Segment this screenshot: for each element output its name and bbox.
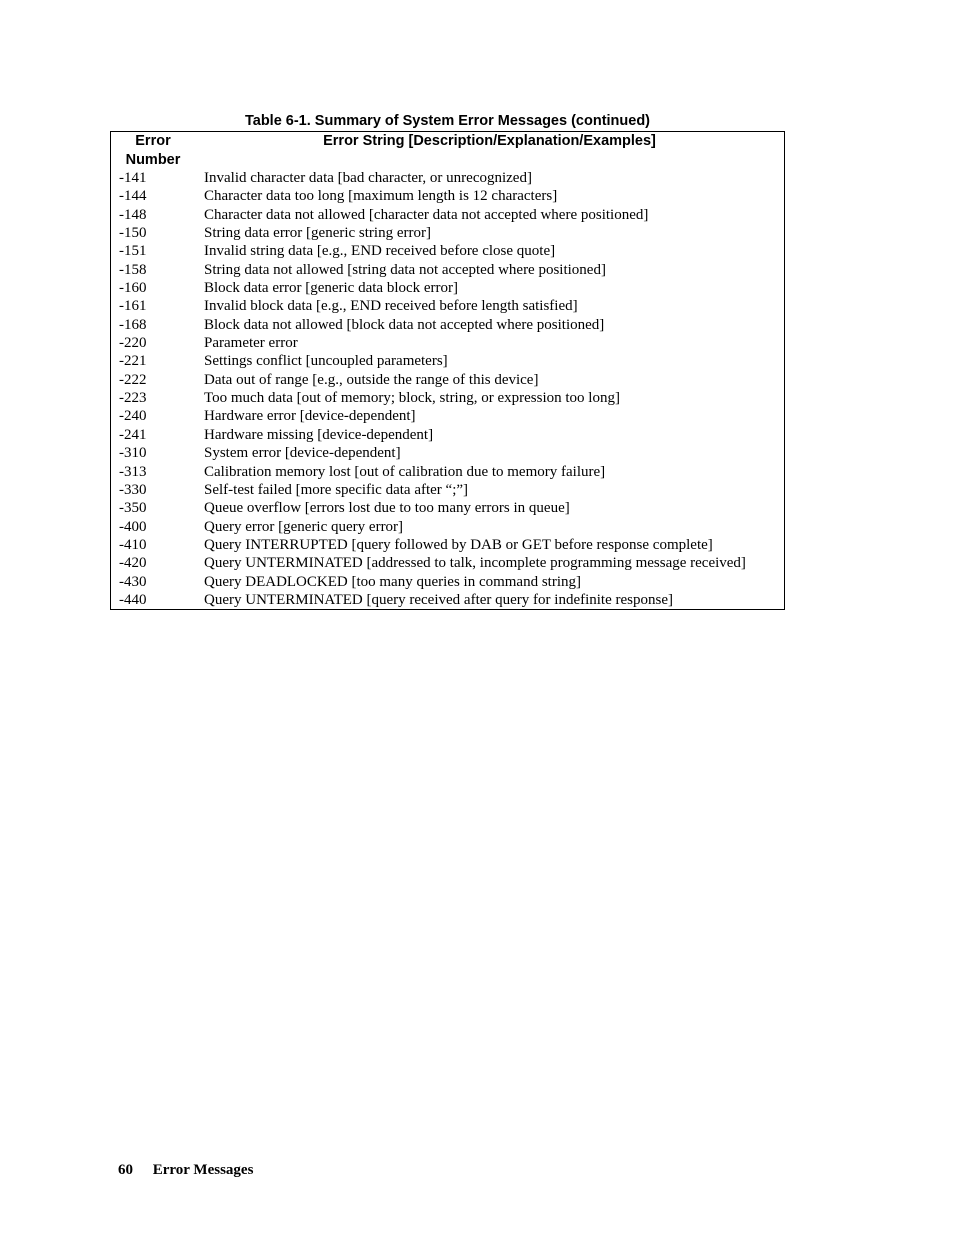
error-number: -350 bbox=[119, 500, 147, 517]
error-number: -240 bbox=[119, 408, 147, 425]
error-string: Query UNTERMINATED [addressed to talk, incomplete programming message received] bbox=[204, 555, 746, 572]
table-row bbox=[111, 187, 784, 205]
table-row bbox=[111, 371, 784, 389]
error-number: -221 bbox=[119, 353, 147, 370]
error-number: -144 bbox=[119, 188, 147, 205]
table-row bbox=[111, 481, 784, 499]
error-string: Parameter error bbox=[204, 335, 298, 352]
table-row bbox=[111, 352, 784, 370]
error-string: Data out of range [e.g., outside the range of this device] bbox=[204, 371, 539, 388]
table-row bbox=[111, 242, 784, 260]
error-string: Calibration memory lost [out of calibration due to memory failure] bbox=[204, 463, 606, 480]
column-header-error-number bbox=[111, 132, 195, 170]
table-row bbox=[111, 426, 784, 444]
error-number: -440 bbox=[119, 591, 147, 608]
error-string: Invalid string data [e.g., END received before close quote] bbox=[204, 243, 556, 260]
table-row bbox=[111, 297, 784, 315]
error-number: -158 bbox=[119, 261, 147, 278]
error-number: -222 bbox=[119, 371, 147, 388]
table-row bbox=[111, 444, 784, 462]
error-string: Query DEADLOCKED [too many queries in command string] bbox=[204, 573, 582, 590]
error-string: Queue overflow [errors lost due to too many errors in queue] bbox=[204, 500, 570, 517]
error-string: String data not allowed [string data not accepted where positioned] bbox=[204, 261, 606, 278]
table-row bbox=[111, 169, 784, 187]
table-row bbox=[111, 206, 784, 224]
table-row bbox=[111, 279, 784, 297]
error-string: System error [device-dependent] bbox=[204, 445, 401, 462]
error-number: -220 bbox=[119, 335, 147, 352]
page-footer bbox=[118, 1161, 253, 1179]
error-string: Invalid block data [e.g., END received before length satisfied] bbox=[204, 298, 578, 315]
table-row bbox=[111, 554, 784, 572]
error-string: Query INTERRUPTED [query followed by DAB or GET before response complete] bbox=[204, 536, 713, 553]
table-row bbox=[111, 389, 784, 407]
error-table bbox=[110, 131, 785, 610]
column-header-error-string: Error String [Description/Explanation/Examples] bbox=[323, 133, 656, 149]
error-number: -160 bbox=[119, 280, 147, 297]
error-number: -150 bbox=[119, 225, 147, 242]
error-number: -161 bbox=[119, 298, 147, 315]
error-number: -148 bbox=[119, 206, 147, 223]
error-string: Block data error [generic data block error] bbox=[204, 280, 459, 297]
table-row bbox=[111, 499, 784, 517]
error-string: Character data not allowed [character data not accepted where positioned] bbox=[204, 206, 649, 223]
error-number: -420 bbox=[119, 555, 147, 572]
error-string: Query UNTERMINATED [query received after query for indefinite response] bbox=[204, 591, 673, 608]
error-string: Query error [generic query error] bbox=[204, 518, 404, 535]
error-string: Self-test failed [more specific data after “;”] bbox=[204, 481, 469, 498]
column-header-line: Error bbox=[135, 133, 171, 149]
error-number: -241 bbox=[119, 426, 147, 443]
error-number: -151 bbox=[119, 243, 147, 260]
table-body bbox=[111, 169, 784, 609]
table-row bbox=[111, 334, 784, 352]
table-title: Table 6-1. Summary of System Error Messages (continued) bbox=[244, 113, 651, 129]
table-row bbox=[111, 224, 784, 242]
error-number: -141 bbox=[119, 170, 147, 186]
error-number: -168 bbox=[119, 316, 147, 333]
table-row bbox=[111, 316, 784, 334]
error-string: Block data not allowed [block data not accepted where positioned] bbox=[204, 316, 605, 333]
page-number: 60 bbox=[118, 1162, 133, 1178]
table-row bbox=[111, 407, 784, 425]
error-number: -430 bbox=[119, 573, 147, 590]
error-string: Invalid character data [bad character, or unrecognized] bbox=[204, 170, 532, 186]
column-header-line: Number bbox=[125, 152, 181, 168]
table-row bbox=[111, 261, 784, 279]
table-row bbox=[111, 573, 784, 591]
error-string: Settings conflict [uncoupled parameters] bbox=[204, 353, 448, 370]
error-string: Too much data [out of memory; block, string, or expression too long] bbox=[204, 390, 620, 407]
error-string: Hardware error [device-dependent] bbox=[204, 408, 416, 425]
section-name: Error Messages bbox=[152, 1162, 254, 1178]
error-number: -400 bbox=[119, 518, 147, 535]
error-number: -410 bbox=[119, 536, 147, 553]
error-number: -313 bbox=[119, 463, 147, 480]
table-row bbox=[111, 591, 784, 609]
error-string: String data error [generic string error] bbox=[204, 225, 431, 242]
error-number: -310 bbox=[119, 445, 147, 462]
table-row bbox=[111, 518, 784, 536]
error-string: Character data too long [maximum length is 12 characters] bbox=[204, 188, 558, 205]
error-number: -330 bbox=[119, 481, 147, 498]
table-row bbox=[111, 463, 784, 481]
error-number: -223 bbox=[119, 390, 147, 407]
error-string: Hardware missing [device-dependent] bbox=[204, 426, 434, 443]
table-row bbox=[111, 536, 784, 554]
